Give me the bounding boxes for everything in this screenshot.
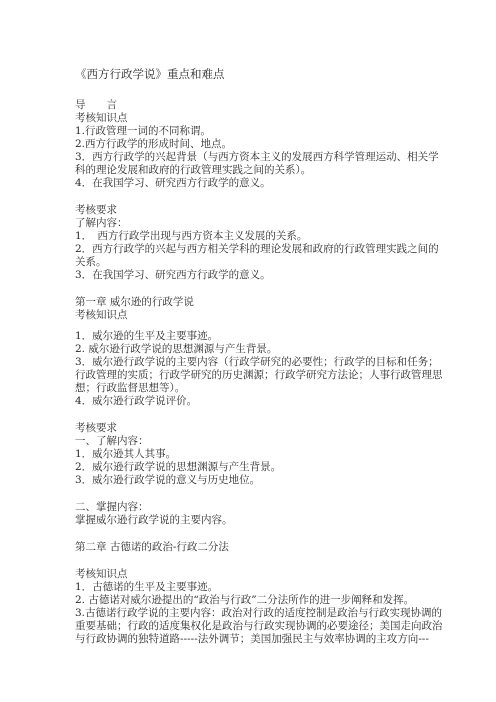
list-item: 1．威尔逊其人其事。: [75, 448, 177, 460]
subheading: 考核要求: [75, 204, 117, 216]
list-item: 2．威尔逊行政学说的思想渊源与产生背景。: [75, 461, 282, 473]
subheading: 二、掌握内容：: [75, 501, 149, 513]
chapter-heading: 第一章 威尔逊的行政学说: [75, 296, 194, 308]
list-item: 4．在我国学习、研究西方行政学的意义。: [75, 177, 271, 189]
list-item: 2．西方行政学的兴起与西方相关学科的理论发展和政府的行政管理实践之间的: [75, 243, 439, 255]
list-item-cont: 关系。: [75, 256, 107, 268]
list-item: 2.西方行政学的形成时间、地点。: [75, 138, 233, 150]
chapter-heading: 第二章 古德诺的政治-行政二分法: [75, 541, 229, 553]
list-item-cont: 与行政协调的独特道路-----法外调节；美国加强民主与效率协调的主攻方向---: [75, 633, 429, 645]
list-item: 1．古德诺的生平及主要事迹。: [75, 581, 219, 593]
subheading: 考核知识点: [75, 112, 128, 124]
list-item-cont: 科的理论发展和政府的行政管理实践之间的关系）。: [75, 164, 312, 176]
subheading: 一、了解内容：: [75, 435, 149, 447]
list-item: 4．威尔逊行政学说评价。: [75, 395, 198, 407]
list-item: 3．在我国学习、研究西方行政学的意义。: [75, 269, 271, 281]
list-item-cont: 想；行政监督思想等）。: [75, 382, 186, 394]
list-item-cont: 行政管理的实质；行政学研究的历史渊源；行政学研究方法论；人事行政管理思: [75, 369, 443, 381]
paragraph: 掌握威尔逊行政学说的主要内容。: [75, 514, 233, 526]
list-item: 3．威尔逊行政学说的主要内容（行政学研究的必要性；行政学的目标和任务；: [75, 356, 439, 368]
list-item: 3.古德诺行政学说的主要内容：政治对行政的适度控制是政治与行政实现协调的: [75, 607, 443, 619]
list-item: 1． 西方行政学出现与西方资本主义发展的关系。: [75, 230, 308, 242]
list-item: 2. 古德诺对威尔逊提出的“政治与行政”二分法所作的进一步阐释和发挥。: [75, 594, 415, 606]
list-item: 2. 威尔逊行政学说的思想渊源与产生背景。: [75, 343, 278, 355]
section-heading: 导 言: [75, 99, 117, 111]
list-item: 3．威尔逊行政学说的意义与历史地位。: [75, 474, 261, 486]
list-item: 1．威尔逊的生平及主要事迹。: [75, 330, 219, 342]
list-item-cont: 重要基础；行政的适度集权化是政治与行政实现协调的必要途径；美国走向政治: [75, 620, 443, 632]
subheading: 考核知识点: [75, 568, 128, 580]
document-title: 《西方行政学说》重点和难点: [75, 67, 225, 81]
list-item: 1.行政管理一词的不同称谓。: [75, 125, 212, 137]
list-item: 3．西方行政学的兴起背景（与西方资本主义的发展西方科学管理运动、相关学: [75, 151, 439, 163]
subheading: 考核知识点: [75, 309, 128, 321]
subheading: 了解内容：: [75, 217, 128, 229]
subheading: 考核要求: [75, 422, 117, 434]
